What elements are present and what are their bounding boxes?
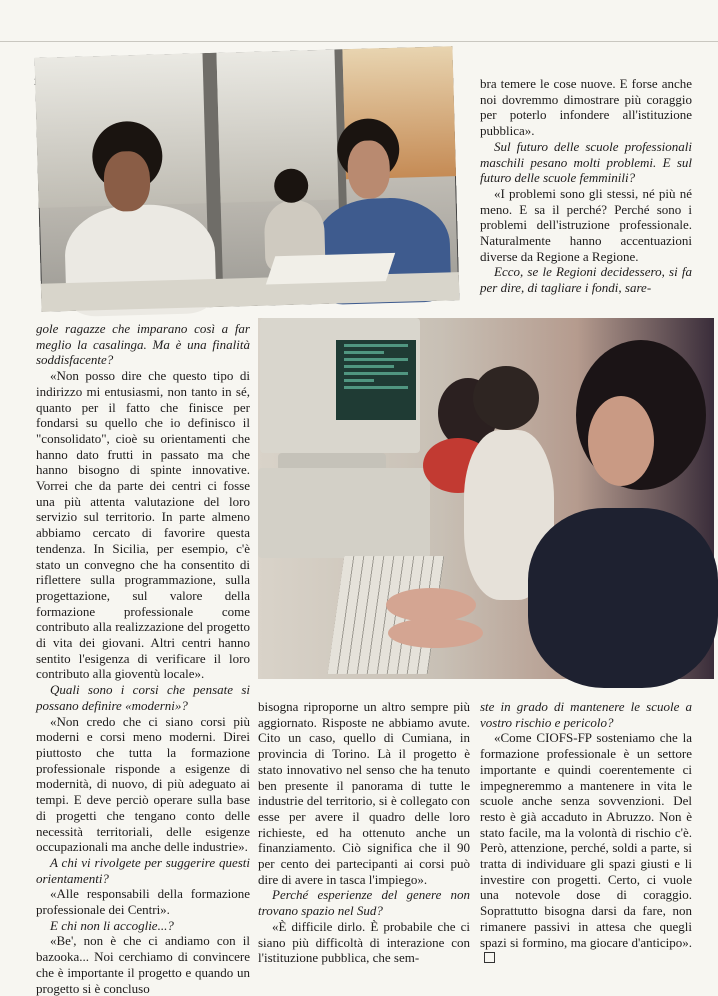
foreground-student-face [588, 396, 654, 486]
interview-question: gole ragazze che imparano così a far meglio la casalinga. Ma è una finalità soddisfacente? [36, 321, 250, 368]
interview-answer: «Be', non è che ci andiamo con il bazooka... Noi cerchiamo di convincere che è importante il progetto e quando un progetto si è concluso [36, 933, 250, 996]
article-column-2 [258, 699, 470, 971]
interview-answer: «Come CIOFS-FP sosteniamo che la formazione professionale è un settore importante e quindi coerentemente ci impegneremmo a mantenere in vita le scuole anche senza sovvenzioni. Del resto è già accaduto in Abruzzo. Non è stato facile, ma la volontà di rischio c'è. Però, attenzione, perché, soldi a parte, si tratta di individuare gli spazi giusti e li investire con progetti. Certo, ci vuole una notevole dose di coraggio. Soprattutto bisogna darsi da fare, non rimanere passivi in attesa che quegli spazi si formino, ma giocare d'anticipo». [480, 730, 692, 966]
computer-base [258, 468, 430, 558]
interview-question: Sul futuro delle scuole professionali maschili pesano molti problemi. E sul futuro delle scuole femminili? [480, 138, 692, 186]
interview-question: Quali sono i corsi che pensate si possano definire «moderni»? [36, 682, 250, 713]
interview-answer: «I problemi sono gli stessi, né più né meno. E sa il perché? Perché sono i problemi dell'istruzione professionale. Naturalmente hanno accentuazioni diverse da Regione a Regione. [480, 185, 692, 264]
interview-answer: «Non posso dire che questo tipo di indirizzo mi entusiasmi, non tanto in sé, quanto per il fatto che finisce per fondarsi su quello che io definisco il "consolidato", cioè su orientamenti che hanno dato frutti in passato ma che hanno bisogno di spinte innovative. Vorrei che da parte dei centri ci fosse una più attenta valutazione del loro servizio sul territorio. In parte almeno abbiamo cercato di favorire questa tendenza. In Sicilia, per esempio, c'è stato un convegno che ha consentito di riflettere sulla programmazione, sulla progettazione, sul valore della formazione professionale come contributo alla realizzazione del progetto di vita dei giovani. Altri centri hanno sentito l'esigenza di verificare il loro contributo alla gioventù locale». [36, 368, 250, 682]
student-hands [386, 588, 476, 622]
monitor-screen [336, 340, 416, 420]
interview-question: ste in grado di mantenere le scuole a vostro rischio e pericolo? [480, 699, 692, 730]
interview-answer: bisogna riproporne un altro sempre più aggiornato. Risposte ne abbiamo avute. Cito un caso, quello di Cumiana, in provincia di Torino. Là il progetto è stato innovativo nel senso che ha tenuto ben presente il panorama di tutte le industrie del territorio, si è collegato con esse per avere il quadro delle loro richieste, ed ha ottenuto anche un finanziamento. Ciò significa che il 90 per cento dei partecipanti ai corsi può dire di avere in tasca l'impiego». [258, 699, 470, 887]
background-student [473, 366, 539, 430]
student-face [103, 151, 151, 212]
interview-answer: bra temere le cose nuove. E forse anche noi dovremmo dimostrare più coraggio per poterlo infondere all'istituzione pubblica». [480, 76, 692, 139]
end-of-article-mark [484, 952, 495, 963]
interview-answer: «È difficile dirlo. È probabile che ci siano più difficoltà di interazione con l'istituzione pubblica, che sem- [258, 918, 470, 966]
interview-answer: «Alle responsabili della formazione professionale dei Centri». [36, 886, 250, 918]
interview-question: Perché esperienze del genere non trovano spazio nel Sud? [258, 887, 470, 919]
interview-question: E chi non li accoglie...? [50, 917, 174, 933]
article-column-3-top [480, 76, 692, 310]
foreground-student-jacket [528, 508, 718, 688]
article-column-3-bottom [480, 699, 692, 971]
header-rule [0, 41, 718, 42]
article-column-1 [36, 321, 250, 996]
photo-language-lab [35, 46, 460, 312]
interview-question: Ecco, se le Regioni decidessero, si fa per dire, di tagliare i fondi, sare- [480, 264, 692, 296]
interview-answer: «Non credo che ci siano corsi più moderni e corsi meno moderni. Direi piuttosto che tutta la formazione professionale risponde a esigenze di modernità, di nuovo, di più adeguato ai tempi. E deve perciò operare sulla base di progetti che tengano conto delle necessità territoriali, delle esigenze occupazionali ma anche delle industrie». [36, 713, 250, 855]
photo-computer-terminal [258, 318, 714, 679]
open-book [266, 253, 395, 285]
student-face [347, 140, 391, 199]
student-hands [388, 618, 483, 648]
interview-question: A chi vi rivolgete per suggerire questi orientamenti? [36, 854, 250, 886]
